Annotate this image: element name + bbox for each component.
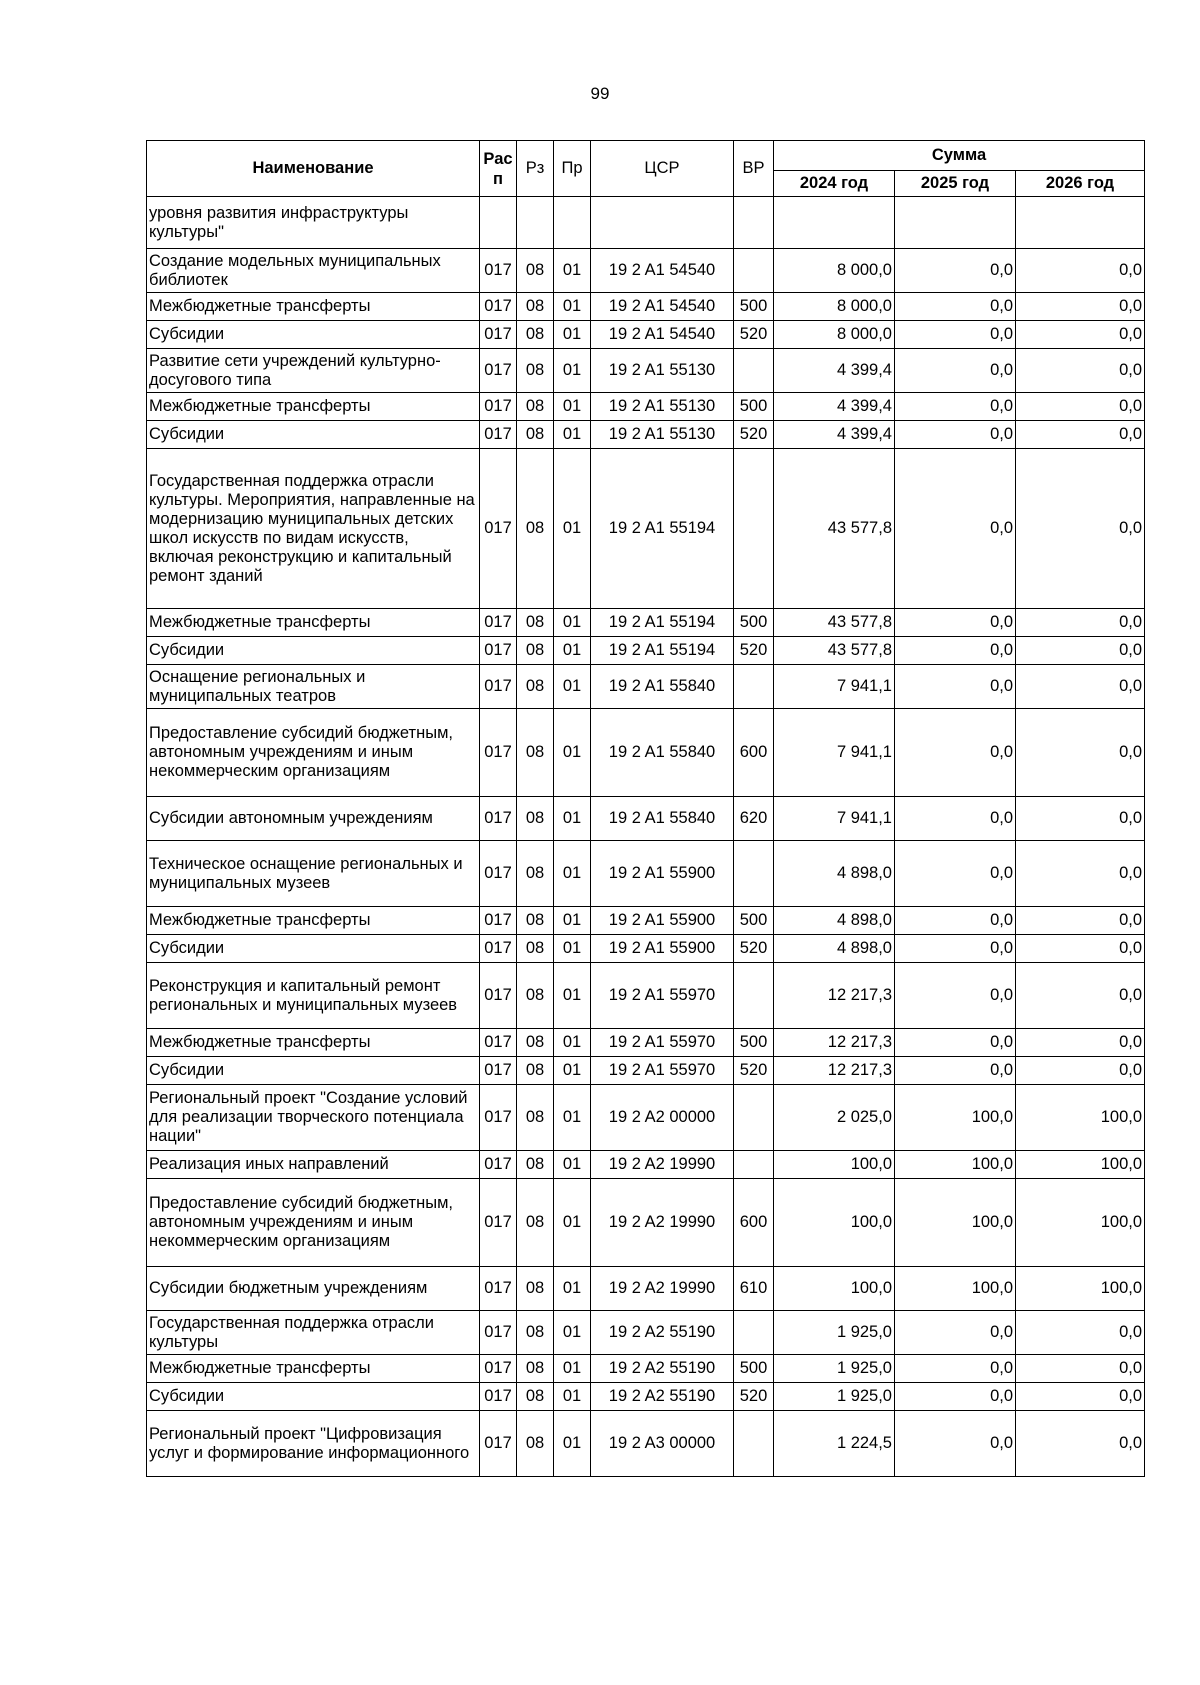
cell-pr: 01 xyxy=(554,293,591,321)
table-header xyxy=(147,141,1145,197)
cell-name: Субсидии xyxy=(147,935,480,963)
cell-pr: 01 xyxy=(554,609,591,637)
cell-name: Межбюджетные трансферты xyxy=(147,609,480,637)
cell-2025: 0,0 xyxy=(895,293,1016,321)
cell-name: Межбюджетные трансферты xyxy=(147,907,480,935)
cell-rasp: 017 xyxy=(480,1085,517,1151)
cell-pr: 01 xyxy=(554,421,591,449)
cell-2025: 100,0 xyxy=(895,1179,1016,1267)
cell-2026: 0,0 xyxy=(1016,907,1145,935)
cell-name: Предоставление субсидий бюджетным, автономным учреждениям и иным некоммерческим организациям xyxy=(147,709,480,797)
cell-pr: 01 xyxy=(554,1383,591,1411)
table-body xyxy=(147,197,1145,1477)
cell-2024: 4 399,4 xyxy=(774,393,895,421)
cell-rasp: 017 xyxy=(480,293,517,321)
cell-name: Межбюджетные трансферты xyxy=(147,1355,480,1383)
cell-csr: 19 2 A1 54540 xyxy=(591,321,734,349)
cell-2026: 100,0 xyxy=(1016,1085,1145,1151)
cell-2025: 0,0 xyxy=(895,665,1016,709)
cell-vr: 500 xyxy=(734,1355,774,1383)
table-row xyxy=(147,609,1145,637)
cell-2026: 0,0 xyxy=(1016,1411,1145,1477)
cell-csr: 19 2 A1 55194 xyxy=(591,449,734,609)
cell-rasp: 017 xyxy=(480,637,517,665)
cell-csr: 19 2 A1 54540 xyxy=(591,249,734,293)
cell-csr: 19 2 A1 55194 xyxy=(591,637,734,665)
cell-name: Межбюджетные трансферты xyxy=(147,293,480,321)
cell-rz: 08 xyxy=(517,321,554,349)
cell-rasp: 017 xyxy=(480,349,517,393)
cell-2025: 0,0 xyxy=(895,609,1016,637)
cell-csr xyxy=(591,197,734,249)
cell-2025: 0,0 xyxy=(895,1029,1016,1057)
cell-rasp: 017 xyxy=(480,709,517,797)
cell-rz: 08 xyxy=(517,1267,554,1311)
cell-pr: 01 xyxy=(554,321,591,349)
cell-rz: 08 xyxy=(517,1383,554,1411)
cell-csr: 19 2 A1 55130 xyxy=(591,393,734,421)
cell-2026: 0,0 xyxy=(1016,1029,1145,1057)
table-row xyxy=(147,1085,1145,1151)
cell-rasp: 017 xyxy=(480,665,517,709)
cell-csr: 19 2 A1 55130 xyxy=(591,349,734,393)
cell-vr xyxy=(734,1151,774,1179)
cell-vr: 520 xyxy=(734,421,774,449)
table-row xyxy=(147,321,1145,349)
cell-vr xyxy=(734,841,774,907)
header-year-2025: 2025 год xyxy=(895,171,1016,197)
cell-2025: 0,0 xyxy=(895,797,1016,841)
cell-name: Развитие сети учреждений культурно-досугового типа xyxy=(147,349,480,393)
cell-name: Субсидии xyxy=(147,1057,480,1085)
cell-pr: 01 xyxy=(554,249,591,293)
cell-2026 xyxy=(1016,197,1145,249)
cell-vr xyxy=(734,249,774,293)
cell-rasp: 017 xyxy=(480,1311,517,1355)
cell-name: Субсидии бюджетным учреждениям xyxy=(147,1267,480,1311)
table-row xyxy=(147,1355,1145,1383)
cell-vr: 520 xyxy=(734,1057,774,1085)
cell-vr: 520 xyxy=(734,935,774,963)
cell-rz: 08 xyxy=(517,609,554,637)
cell-2024: 7 941,1 xyxy=(774,709,895,797)
cell-rasp: 017 xyxy=(480,449,517,609)
cell-2024: 12 217,3 xyxy=(774,963,895,1029)
cell-2024: 43 577,8 xyxy=(774,637,895,665)
cell-pr: 01 xyxy=(554,841,591,907)
cell-pr: 01 xyxy=(554,665,591,709)
cell-2026: 0,0 xyxy=(1016,1355,1145,1383)
cell-2025: 0,0 xyxy=(895,449,1016,609)
cell-rasp: 017 xyxy=(480,797,517,841)
header-year-2024: 2024 год xyxy=(774,171,895,197)
cell-2025: 0,0 xyxy=(895,1311,1016,1355)
cell-name: Реконструкция и капитальный ремонт региональных и муниципальных музеев xyxy=(147,963,480,1029)
cell-rz: 08 xyxy=(517,665,554,709)
cell-rz: 08 xyxy=(517,935,554,963)
header-vr: ВР xyxy=(734,141,774,197)
cell-2024: 4 898,0 xyxy=(774,907,895,935)
cell-vr: 500 xyxy=(734,393,774,421)
cell-csr: 19 2 A2 19990 xyxy=(591,1151,734,1179)
cell-2025: 0,0 xyxy=(895,1411,1016,1477)
cell-csr: 19 2 A1 55840 xyxy=(591,797,734,841)
cell-csr: 19 2 A1 55900 xyxy=(591,841,734,907)
cell-pr: 01 xyxy=(554,1029,591,1057)
cell-2026: 100,0 xyxy=(1016,1151,1145,1179)
cell-csr: 19 2 A1 54540 xyxy=(591,293,734,321)
table-row xyxy=(147,907,1145,935)
cell-name: Субсидии автономным учреждениям xyxy=(147,797,480,841)
cell-name: Государственная поддержка отрасли культуры. Мероприятия, направленные на модернизацию муниципальных детских школ искусств по видам искусств, включая реконструкцию и капитальный ремонт зданий xyxy=(147,449,480,609)
cell-csr: 19 2 A2 19990 xyxy=(591,1267,734,1311)
cell-name: Создание модельных муниципальных библиотек xyxy=(147,249,480,293)
table-row xyxy=(147,797,1145,841)
cell-name: Техническое оснащение региональных и муниципальных музеев xyxy=(147,841,480,907)
cell-name: Субсидии xyxy=(147,1383,480,1411)
cell-rasp xyxy=(480,197,517,249)
table-row xyxy=(147,349,1145,393)
cell-pr: 01 xyxy=(554,935,591,963)
cell-pr: 01 xyxy=(554,349,591,393)
cell-rasp: 017 xyxy=(480,935,517,963)
cell-2026: 0,0 xyxy=(1016,1383,1145,1411)
cell-rz: 08 xyxy=(517,1311,554,1355)
cell-rasp: 017 xyxy=(480,1267,517,1311)
cell-2026: 0,0 xyxy=(1016,665,1145,709)
cell-name: Субсидии xyxy=(147,637,480,665)
table-row xyxy=(147,449,1145,609)
header-csr: ЦСР xyxy=(591,141,734,197)
cell-pr: 01 xyxy=(554,907,591,935)
cell-pr: 01 xyxy=(554,637,591,665)
cell-name: Субсидии xyxy=(147,321,480,349)
cell-2024: 2 025,0 xyxy=(774,1085,895,1151)
cell-rasp: 017 xyxy=(480,609,517,637)
cell-vr: 600 xyxy=(734,709,774,797)
cell-name: Реализация иных направлений xyxy=(147,1151,480,1179)
cell-rasp: 017 xyxy=(480,1151,517,1179)
cell-2026: 100,0 xyxy=(1016,1267,1145,1311)
cell-vr: 500 xyxy=(734,907,774,935)
cell-2024: 100,0 xyxy=(774,1179,895,1267)
table-row xyxy=(147,1383,1145,1411)
cell-csr: 19 2 A2 55190 xyxy=(591,1383,734,1411)
cell-2025 xyxy=(895,197,1016,249)
cell-csr: 19 2 A1 55970 xyxy=(591,1029,734,1057)
cell-name: Межбюджетные трансферты xyxy=(147,1029,480,1057)
cell-csr: 19 2 A1 55130 xyxy=(591,421,734,449)
cell-2025: 0,0 xyxy=(895,321,1016,349)
cell-vr xyxy=(734,1085,774,1151)
cell-name: Региональный проект "Создание условий для реализации творческого потенциала нации" xyxy=(147,1085,480,1151)
cell-csr: 19 2 A1 55900 xyxy=(591,935,734,963)
cell-2024 xyxy=(774,197,895,249)
cell-name: Субсидии xyxy=(147,421,480,449)
cell-2026: 0,0 xyxy=(1016,449,1145,609)
cell-2024: 4 399,4 xyxy=(774,349,895,393)
cell-pr: 01 xyxy=(554,1267,591,1311)
cell-2024: 100,0 xyxy=(774,1151,895,1179)
cell-rasp: 017 xyxy=(480,1057,517,1085)
cell-2025: 0,0 xyxy=(895,249,1016,293)
cell-2025: 0,0 xyxy=(895,709,1016,797)
cell-2024: 1 224,5 xyxy=(774,1411,895,1477)
cell-2025: 0,0 xyxy=(895,841,1016,907)
cell-2024: 12 217,3 xyxy=(774,1029,895,1057)
cell-2026: 0,0 xyxy=(1016,249,1145,293)
cell-vr xyxy=(734,963,774,1029)
cell-2026: 0,0 xyxy=(1016,637,1145,665)
cell-csr: 19 2 A1 55194 xyxy=(591,609,734,637)
cell-2025: 0,0 xyxy=(895,349,1016,393)
cell-rz: 08 xyxy=(517,841,554,907)
header-pr: Пр xyxy=(554,141,591,197)
cell-rz: 08 xyxy=(517,1355,554,1383)
cell-pr xyxy=(554,197,591,249)
cell-2025: 0,0 xyxy=(895,421,1016,449)
cell-pr: 01 xyxy=(554,449,591,609)
cell-2024: 12 217,3 xyxy=(774,1057,895,1085)
cell-2026: 0,0 xyxy=(1016,293,1145,321)
cell-csr: 19 2 A2 55190 xyxy=(591,1311,734,1355)
cell-vr: 610 xyxy=(734,1267,774,1311)
table-row xyxy=(147,421,1145,449)
cell-2024: 7 941,1 xyxy=(774,665,895,709)
cell-pr: 01 xyxy=(554,1311,591,1355)
table-row xyxy=(147,1151,1145,1179)
table-row xyxy=(147,1267,1145,1311)
cell-2024: 7 941,1 xyxy=(774,797,895,841)
cell-2025: 0,0 xyxy=(895,1383,1016,1411)
cell-pr: 01 xyxy=(554,1057,591,1085)
cell-pr: 01 xyxy=(554,1179,591,1267)
cell-2024: 1 925,0 xyxy=(774,1355,895,1383)
cell-2024: 8 000,0 xyxy=(774,321,895,349)
cell-vr: 520 xyxy=(734,637,774,665)
cell-2026: 0,0 xyxy=(1016,609,1145,637)
cell-vr xyxy=(734,1411,774,1477)
cell-rz: 08 xyxy=(517,1085,554,1151)
page-number: 99 xyxy=(590,84,610,103)
cell-2025: 0,0 xyxy=(895,935,1016,963)
cell-rz: 08 xyxy=(517,1151,554,1179)
cell-pr: 01 xyxy=(554,1355,591,1383)
cell-rz: 08 xyxy=(517,393,554,421)
cell-csr: 19 2 A2 19990 xyxy=(591,1179,734,1267)
cell-rz: 08 xyxy=(517,293,554,321)
cell-vr: 500 xyxy=(734,609,774,637)
table-row xyxy=(147,709,1145,797)
cell-pr: 01 xyxy=(554,1085,591,1151)
cell-name: Предоставление субсидий бюджетным, автономным учреждениям и иным некоммерческим организациям xyxy=(147,1179,480,1267)
cell-rasp: 017 xyxy=(480,393,517,421)
cell-rz xyxy=(517,197,554,249)
cell-rz: 08 xyxy=(517,963,554,1029)
cell-2024: 1 925,0 xyxy=(774,1311,895,1355)
cell-2026: 0,0 xyxy=(1016,321,1145,349)
cell-2024: 43 577,8 xyxy=(774,449,895,609)
cell-rz: 08 xyxy=(517,709,554,797)
cell-vr: 500 xyxy=(734,1029,774,1057)
cell-rasp: 017 xyxy=(480,1179,517,1267)
table-row xyxy=(147,1311,1145,1355)
table-row xyxy=(147,1029,1145,1057)
cell-2024: 4 898,0 xyxy=(774,841,895,907)
cell-rz: 08 xyxy=(517,1029,554,1057)
budget-table xyxy=(146,140,1145,1477)
cell-rasp: 017 xyxy=(480,1411,517,1477)
cell-2024: 4 898,0 xyxy=(774,935,895,963)
cell-name: Региональный проект "Цифровизация услуг и формирование информационного xyxy=(147,1411,480,1477)
cell-rz: 08 xyxy=(517,1411,554,1477)
cell-2026: 0,0 xyxy=(1016,841,1145,907)
cell-pr: 01 xyxy=(554,709,591,797)
cell-2025: 0,0 xyxy=(895,963,1016,1029)
cell-pr: 01 xyxy=(554,797,591,841)
header-name: Наименование xyxy=(147,141,480,197)
cell-2026: 0,0 xyxy=(1016,1311,1145,1355)
cell-vr: 620 xyxy=(734,797,774,841)
cell-vr xyxy=(734,449,774,609)
cell-2025: 0,0 xyxy=(895,1057,1016,1085)
cell-2024: 4 399,4 xyxy=(774,421,895,449)
cell-vr xyxy=(734,197,774,249)
cell-rz: 08 xyxy=(517,1057,554,1085)
table-row xyxy=(147,637,1145,665)
table-row xyxy=(147,1411,1145,1477)
table-row xyxy=(147,935,1145,963)
cell-pr: 01 xyxy=(554,963,591,1029)
table-row xyxy=(147,1179,1145,1267)
cell-rz: 08 xyxy=(517,349,554,393)
cell-vr: 520 xyxy=(734,1383,774,1411)
cell-vr: 500 xyxy=(734,293,774,321)
header-year-2026: 2026 год xyxy=(1016,171,1145,197)
table-row xyxy=(147,1057,1145,1085)
table-row xyxy=(147,665,1145,709)
cell-vr xyxy=(734,665,774,709)
cell-2026: 100,0 xyxy=(1016,1179,1145,1267)
cell-name: уровня развития инфраструктуры культуры" xyxy=(147,197,480,249)
table-row xyxy=(147,963,1145,1029)
cell-vr xyxy=(734,349,774,393)
cell-2025: 0,0 xyxy=(895,907,1016,935)
cell-vr: 600 xyxy=(734,1179,774,1267)
cell-2026: 0,0 xyxy=(1016,935,1145,963)
table-row xyxy=(147,249,1145,293)
header-rasp: Рас п xyxy=(480,141,517,197)
cell-2025: 100,0 xyxy=(895,1085,1016,1151)
cell-name: Государственная поддержка отрасли культуры xyxy=(147,1311,480,1355)
cell-rasp: 017 xyxy=(480,421,517,449)
table-row xyxy=(147,393,1145,421)
cell-csr: 19 2 A1 55970 xyxy=(591,963,734,1029)
cell-rz: 08 xyxy=(517,1179,554,1267)
cell-csr: 19 2 A2 00000 xyxy=(591,1085,734,1151)
cell-2025: 100,0 xyxy=(895,1151,1016,1179)
cell-2026: 0,0 xyxy=(1016,963,1145,1029)
cell-2025: 0,0 xyxy=(895,393,1016,421)
cell-2025: 100,0 xyxy=(895,1267,1016,1311)
cell-2024: 8 000,0 xyxy=(774,249,895,293)
cell-rasp: 017 xyxy=(480,907,517,935)
cell-2025: 0,0 xyxy=(895,637,1016,665)
cell-rz: 08 xyxy=(517,421,554,449)
cell-pr: 01 xyxy=(554,1411,591,1477)
cell-csr: 19 2 A2 55190 xyxy=(591,1355,734,1383)
table-row xyxy=(147,197,1145,249)
cell-vr: 520 xyxy=(734,321,774,349)
cell-2026: 0,0 xyxy=(1016,797,1145,841)
cell-2024: 43 577,8 xyxy=(774,609,895,637)
cell-pr: 01 xyxy=(554,1151,591,1179)
header-rz: Рз xyxy=(517,141,554,197)
cell-name: Оснащение региональных и муниципальных театров xyxy=(147,665,480,709)
cell-csr: 19 2 A3 00000 xyxy=(591,1411,734,1477)
cell-2024: 8 000,0 xyxy=(774,293,895,321)
cell-2024: 1 925,0 xyxy=(774,1383,895,1411)
cell-rasp: 017 xyxy=(480,963,517,1029)
table-row xyxy=(147,293,1145,321)
cell-2026: 0,0 xyxy=(1016,709,1145,797)
cell-2024: 100,0 xyxy=(774,1267,895,1311)
cell-rz: 08 xyxy=(517,249,554,293)
cell-pr: 01 xyxy=(554,393,591,421)
cell-rasp: 017 xyxy=(480,321,517,349)
cell-name: Межбюджетные трансферты xyxy=(147,393,480,421)
cell-rasp: 017 xyxy=(480,249,517,293)
cell-rz: 08 xyxy=(517,449,554,609)
cell-2026: 0,0 xyxy=(1016,349,1145,393)
cell-rz: 08 xyxy=(517,637,554,665)
cell-2026: 0,0 xyxy=(1016,393,1145,421)
cell-vr xyxy=(734,1311,774,1355)
cell-csr: 19 2 A1 55970 xyxy=(591,1057,734,1085)
cell-2026: 0,0 xyxy=(1016,1057,1145,1085)
cell-2025: 0,0 xyxy=(895,1355,1016,1383)
cell-csr: 19 2 A1 55840 xyxy=(591,665,734,709)
cell-rasp: 017 xyxy=(480,1383,517,1411)
cell-rasp: 017 xyxy=(480,1355,517,1383)
cell-rasp: 017 xyxy=(480,841,517,907)
cell-rz: 08 xyxy=(517,907,554,935)
cell-csr: 19 2 A1 55840 xyxy=(591,709,734,797)
table-row xyxy=(147,841,1145,907)
cell-rz: 08 xyxy=(517,797,554,841)
header-sum: Сумма xyxy=(774,141,1145,171)
cell-rasp: 017 xyxy=(480,1029,517,1057)
cell-csr: 19 2 A1 55900 xyxy=(591,907,734,935)
cell-2026: 0,0 xyxy=(1016,421,1145,449)
